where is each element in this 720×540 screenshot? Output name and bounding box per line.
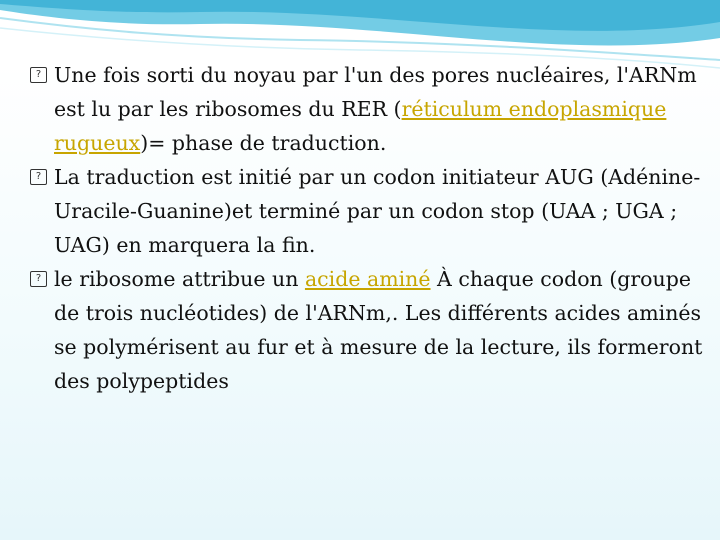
bullet-item xyxy=(30,58,710,160)
bullet-text: )= phase de traduction. xyxy=(140,131,387,155)
bullet-list xyxy=(30,58,710,398)
bullet-text: La traduction est initié par un codon initiateur AUG (Adénine-Uracile-Guanine)et terminé par un codon stop (UAA ; UGA ; UAG) en marquera la fin. xyxy=(54,165,701,257)
bullet-marker-icon: ? xyxy=(30,169,47,185)
bullet-marker-icon: ? xyxy=(30,271,47,287)
bullet-marker-icon: ? xyxy=(30,67,47,83)
bullet-text: Une fois sorti du noyau par l'un des pores nucléaires, l'ARNm est lu par les ribosomes du RER ( xyxy=(54,63,697,121)
glossary-link[interactable]: acide aminé xyxy=(304,267,431,291)
bullet-text: À chaque codon (groupe de trois nucléotides) de l'ARNm,. Les différents acides aminés se polymérisent au fur et à mesure de la lecture, ils formeront des polypeptides xyxy=(54,267,703,393)
bullet-item xyxy=(30,160,710,262)
bullet-item xyxy=(30,262,710,398)
glossary-link[interactable]: réticulum endoplasmique rugueux xyxy=(54,97,667,155)
bullet-text: le ribosome attribue un xyxy=(54,267,305,291)
